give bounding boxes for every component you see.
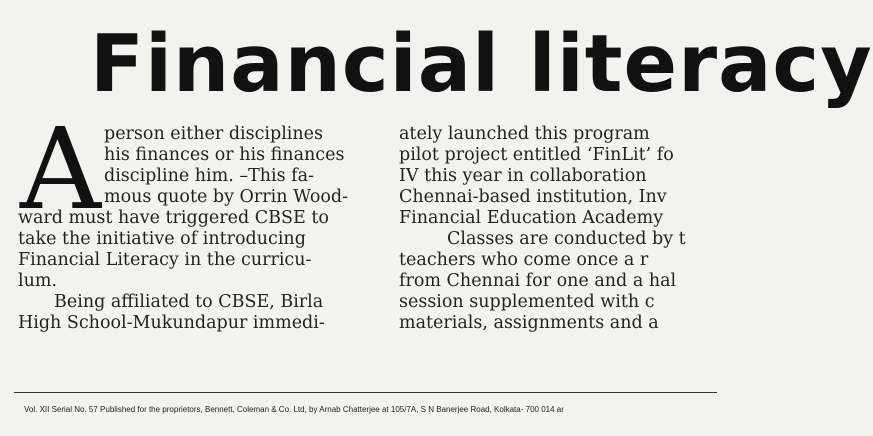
text-line: discipline him. –This fa- [104,166,315,186]
drop-cap: A [20,105,101,235]
text-line: Chennai-based institution, Inv [399,187,667,207]
footer-divider [14,392,717,393]
text-line: teachers who come once a r [399,250,649,270]
text-line: mous quote by Orrin Wood- [104,187,349,207]
text-line: pilot project entitled ‘FinLit’ fo [399,145,674,165]
text-line: materials, assignments and a [399,313,659,333]
text-line: ately launched this program [399,124,650,144]
text-line: lum. [18,271,58,291]
text-line: person either disciplines [104,124,323,144]
text-line: High School-Mukundapur immedi- [18,313,325,333]
imprint-line: Vol. XII Serial No. 57 Published for the proprietors, Bennett, Coleman & Co. Ltd, by Arnab Chatterjee at 105/7A, S N Banerjee Road, Kolkata- 700 014 ar [24,405,564,414]
text-line: session supplemented with c [399,292,655,312]
text-line: Financial Education Academy [399,208,664,228]
text-line: Financial Literacy in the curricu- [18,250,312,270]
text-line: Being affiliated to CBSE, Birla [54,292,324,312]
text-line: take the initiative of introducing [18,229,306,249]
text-line: ward must have triggered CBSE to [18,208,329,228]
headline: Financial literacy [90,18,873,110]
text-line: from Chennai for one and a hal [399,271,677,291]
text-line: IV this year in collaboration [399,166,647,186]
text-line: his finances or his finances [104,145,345,165]
text-line: Classes are conducted by t [447,229,686,249]
